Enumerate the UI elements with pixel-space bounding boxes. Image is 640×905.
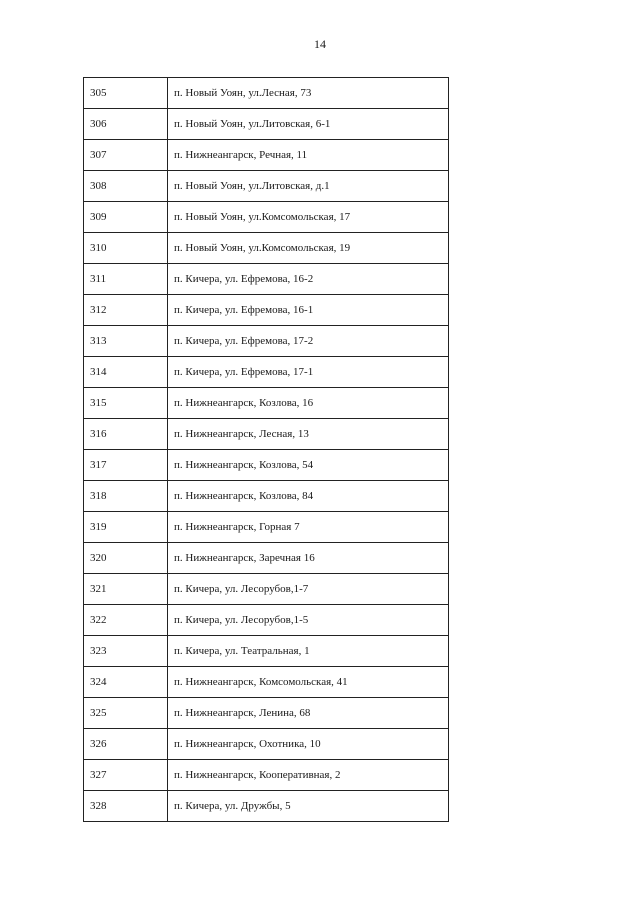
row-number-cell: 317 xyxy=(84,450,168,481)
table-row xyxy=(84,667,449,698)
table-row xyxy=(84,419,449,450)
table-row xyxy=(84,574,449,605)
row-number-cell: 305 xyxy=(84,78,168,109)
table-row xyxy=(84,140,449,171)
table-row xyxy=(84,357,449,388)
row-number-cell: 327 xyxy=(84,760,168,791)
address-cell: п. Кичера, ул. Ефремова, 16-1 xyxy=(168,295,449,326)
row-number-cell: 321 xyxy=(84,574,168,605)
address-cell: п. Новый Уоян, ул.Литовская, д.1 xyxy=(168,171,449,202)
address-cell: п. Кичера, ул. Театральная, 1 xyxy=(168,636,449,667)
row-number-cell: 310 xyxy=(84,233,168,264)
table-row xyxy=(84,295,449,326)
address-cell: п. Нижнеангарск, Козлова, 84 xyxy=(168,481,449,512)
table-row xyxy=(84,512,449,543)
row-number-cell: 316 xyxy=(84,419,168,450)
row-number-cell: 318 xyxy=(84,481,168,512)
address-cell: п. Новый Уоян, ул.Литовская, 6-1 xyxy=(168,109,449,140)
row-number-cell: 313 xyxy=(84,326,168,357)
row-number-cell: 315 xyxy=(84,388,168,419)
table-row xyxy=(84,450,449,481)
address-cell: п. Кичера, ул. Ефремова, 16-2 xyxy=(168,264,449,295)
address-cell: п. Нижнеангарск, Заречная 16 xyxy=(168,543,449,574)
table-row xyxy=(84,605,449,636)
row-number-cell: 323 xyxy=(84,636,168,667)
table-row xyxy=(84,171,449,202)
row-number-cell: 311 xyxy=(84,264,168,295)
table-row xyxy=(84,109,449,140)
row-number-cell: 309 xyxy=(84,202,168,233)
address-cell: п. Нижнеангарск, Лесная, 13 xyxy=(168,419,449,450)
table-row xyxy=(84,760,449,791)
table-row xyxy=(84,326,449,357)
address-cell: п. Кичера, ул. Ефремова, 17-2 xyxy=(168,326,449,357)
table-row xyxy=(84,388,449,419)
address-cell: п. Нижнеангарск, Ленина, 68 xyxy=(168,698,449,729)
address-table-body xyxy=(84,78,449,822)
address-cell: п. Нижнеангарск, Комсомольская, 41 xyxy=(168,667,449,698)
address-cell: п. Кичера, ул. Дружбы, 5 xyxy=(168,791,449,822)
row-number-cell: 324 xyxy=(84,667,168,698)
row-number-cell: 322 xyxy=(84,605,168,636)
row-number-cell: 320 xyxy=(84,543,168,574)
address-cell: п. Нижнеангарск, Козлова, 16 xyxy=(168,388,449,419)
row-number-cell: 308 xyxy=(84,171,168,202)
address-cell: п. Новый Уоян, ул.Комсомольская, 19 xyxy=(168,233,449,264)
page-number: 14 xyxy=(314,37,326,51)
row-number-cell: 307 xyxy=(84,140,168,171)
address-cell: п. Нижнеангарск, Речная, 11 xyxy=(168,140,449,171)
address-cell: п. Нижнеангарск, Горная 7 xyxy=(168,512,449,543)
address-cell: п. Нижнеангарск, Козлова, 54 xyxy=(168,450,449,481)
table-row xyxy=(84,791,449,822)
address-cell: п. Нижнеангарск, Кооперативная, 2 xyxy=(168,760,449,791)
table-row xyxy=(84,543,449,574)
address-table xyxy=(83,77,449,822)
row-number-cell: 326 xyxy=(84,729,168,760)
table-row xyxy=(84,636,449,667)
table-row xyxy=(84,481,449,512)
address-cell: п. Кичера, ул. Ефремова, 17-1 xyxy=(168,357,449,388)
row-number-cell: 328 xyxy=(84,791,168,822)
row-number-cell: 325 xyxy=(84,698,168,729)
table-row xyxy=(84,264,449,295)
address-cell: п. Новый Уоян, ул.Комсомольская, 17 xyxy=(168,202,449,233)
address-cell: п. Кичера, ул. Лесорубов,1-7 xyxy=(168,574,449,605)
row-number-cell: 319 xyxy=(84,512,168,543)
table-row xyxy=(84,729,449,760)
address-cell: п. Новый Уоян, ул.Лесная, 73 xyxy=(168,78,449,109)
row-number-cell: 306 xyxy=(84,109,168,140)
row-number-cell: 312 xyxy=(84,295,168,326)
address-cell: п. Нижнеангарск, Охотника, 10 xyxy=(168,729,449,760)
table-row xyxy=(84,202,449,233)
address-cell: п. Кичера, ул. Лесорубов,1-5 xyxy=(168,605,449,636)
row-number-cell: 314 xyxy=(84,357,168,388)
table-row xyxy=(84,233,449,264)
table-row xyxy=(84,698,449,729)
table-row xyxy=(84,78,449,109)
